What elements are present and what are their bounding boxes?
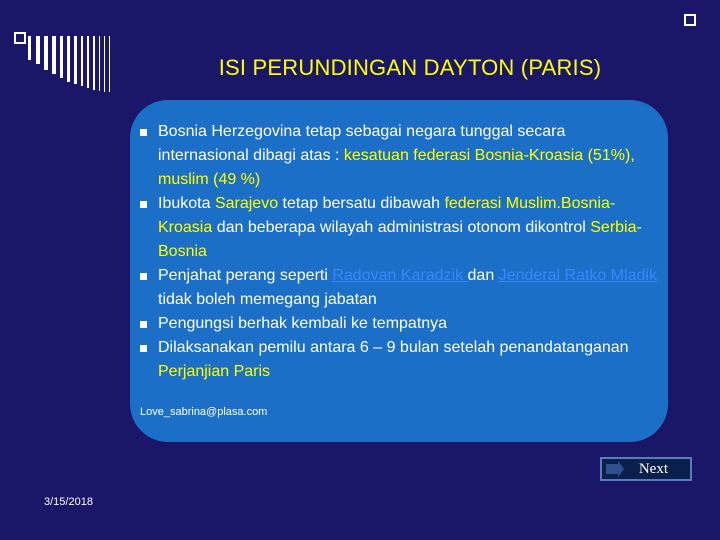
arrow-right-icon bbox=[604, 461, 624, 477]
content-panel bbox=[130, 100, 668, 442]
bar-decor bbox=[67, 36, 70, 82]
slide-title: ISI PERUNDINGAN DAYTON (PARIS) bbox=[218, 55, 602, 80]
bar-decor bbox=[28, 36, 31, 60]
bar-decor bbox=[87, 36, 89, 88]
slide-date: 3/15/2018 bbox=[44, 496, 93, 508]
list-item: Bosnia Herzegovina tetap sebagai negara tunggal secara internasional dibagi atas : kesatuan federasi Bosnia-Kroasia (51%), muslim (49 %) bbox=[140, 120, 660, 192]
square-bullet-icon bbox=[140, 345, 147, 352]
bar-decor bbox=[36, 36, 40, 64]
next-button-label: Next bbox=[638, 460, 668, 477]
next-button[interactable] bbox=[600, 457, 692, 481]
bar-decor bbox=[93, 36, 95, 90]
bar-decor bbox=[74, 36, 77, 84]
bar-decor bbox=[60, 36, 63, 78]
list-item: Pengungsi berhak kembali ke tempatnya bbox=[140, 312, 660, 336]
bar-decor bbox=[52, 36, 56, 74]
author-email: Love_sabrina@plasa.com bbox=[140, 406, 268, 418]
list-item: Penjahat perang seperti Radovan Karadzik dan Jenderal Ratko Mladik tidak boleh memegang jabatan bbox=[140, 264, 660, 312]
square-bullet-icon bbox=[140, 321, 147, 328]
link-radovan-karadzik[interactable]: Radovan Karadzik bbox=[332, 267, 468, 284]
list-item: Dilaksanakan pemilu antara 6 – 9 bulan setelah penandatanganan Perjanjian Paris bbox=[140, 336, 660, 384]
square-bullet-icon bbox=[140, 201, 147, 208]
link-ratko-mladik[interactable]: Jenderal Ratko Mladik bbox=[498, 267, 657, 284]
bullet-list bbox=[140, 120, 660, 384]
bar-decor bbox=[44, 36, 48, 70]
square-bullet-icon bbox=[140, 273, 147, 280]
bar-decor bbox=[81, 36, 83, 86]
square-decor bbox=[684, 14, 696, 26]
square-bullet-icon bbox=[140, 129, 147, 136]
list-item: Ibukota Sarajevo tetap bersatu dibawah federasi Muslim.Bosnia-Kroasia dan beberapa wilayah administrasi otonom dikontrol Serbia-Bosnia bbox=[140, 192, 660, 264]
square-bullet-decor bbox=[14, 32, 26, 44]
